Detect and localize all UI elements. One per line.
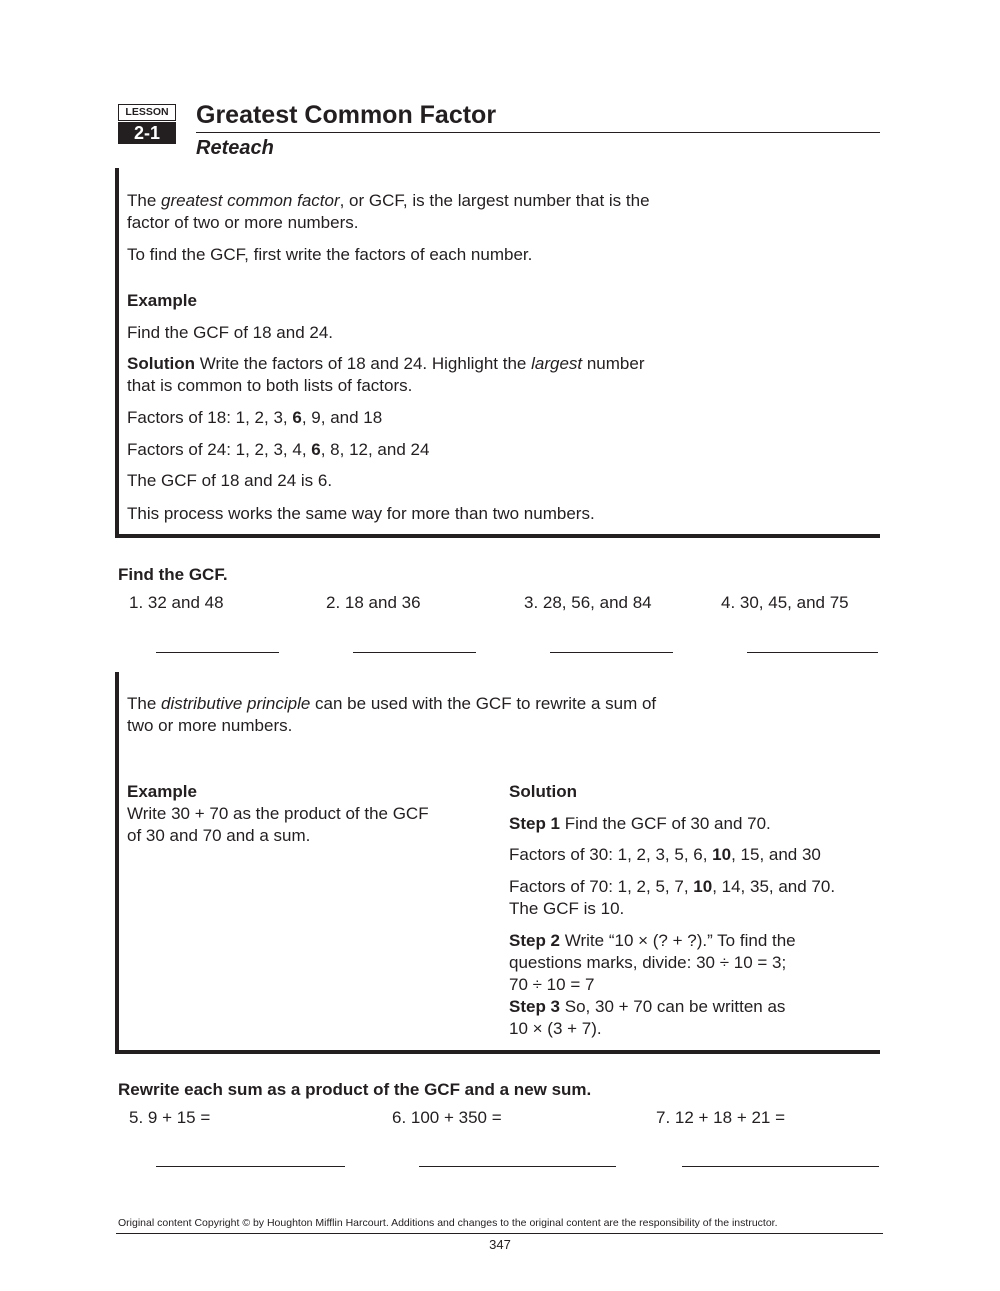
factors-of-24: Factors of 24: 1, 2, 3, 4, 6, 8, 12, and 24	[127, 440, 430, 459]
factors-of-30: Factors of 30: 1, 2, 3, 5, 6, 10, 15, and 30	[509, 845, 821, 864]
example2-line2: of 30 and 70 and a sum.	[127, 826, 311, 845]
problem-3: 3. 28, 56, and 84	[524, 593, 652, 612]
problem-6: 6. 100 + 350 =	[392, 1108, 502, 1127]
lesson-number: 2-1	[118, 122, 176, 144]
answer-blank-6[interactable]	[419, 1166, 616, 1167]
gcf-term: greatest common factor	[161, 191, 340, 210]
distributive-intro-line1: The distributive principle can be used with the GCF to rewrite a sum of	[127, 694, 657, 713]
gcf-result: The GCF of 18 and 24 is 6.	[127, 471, 333, 490]
problem-2: 2. 18 and 36	[326, 593, 421, 612]
step3-line2: 10 × (3 + 7).	[509, 1019, 602, 1038]
copyright-notice: Original content Copyright © by Houghton Mifflin Harcourt. Additions and changes to the original content are the responsibility of the instructor.	[118, 1217, 778, 1229]
page-title: Greatest Common Factor	[196, 101, 497, 129]
step2-line1: Step 2 Write “10 × (? + ?).” To find the	[509, 931, 796, 950]
factors-of-70: Factors of 70: 1, 2, 5, 7, 10, 14, 35, and 70.	[509, 877, 836, 896]
solution-label: Solution	[127, 354, 195, 373]
find-gcf-instruction: To find the GCF, first write the factors of each number.	[127, 245, 533, 264]
gcf-definition-line2: factor of two or more numbers.	[127, 213, 359, 232]
solution-line2: that is common to both lists of factors.	[127, 376, 413, 395]
process-note: This process works the same way for more than two numbers.	[127, 504, 595, 523]
lesson-label: LESSON	[118, 104, 176, 121]
problem-5: 5. 9 + 15 =	[129, 1108, 211, 1127]
example-text: Find the GCF of 18 and 24.	[127, 323, 334, 342]
answer-blank-1[interactable]	[156, 652, 279, 653]
step2-line2: questions marks, divide: 30 ÷ 10 = 3;	[509, 953, 787, 972]
rewrite-sum-heading: Rewrite each sum as a product of the GCF and a new sum.	[118, 1080, 592, 1099]
factors-of-18: Factors of 18: 1, 2, 3, 6, 9, and 18	[127, 408, 383, 427]
example2-heading: Example	[127, 782, 197, 801]
footer-divider	[116, 1233, 883, 1234]
distributive-intro-line2: two or more numbers.	[127, 716, 293, 735]
page-subtitle: Reteach	[196, 137, 274, 159]
find-gcf-heading: Find the GCF.	[118, 565, 228, 584]
answer-blank-5[interactable]	[156, 1166, 345, 1167]
answer-blank-3[interactable]	[550, 652, 673, 653]
problem-7: 7. 12 + 18 + 21 =	[656, 1108, 786, 1127]
answer-blank-4[interactable]	[747, 652, 878, 653]
distributive-term: distributive principle	[161, 694, 311, 713]
step3-line1: Step 3 So, 30 + 70 can be written as	[509, 997, 786, 1016]
example-heading: Example	[127, 291, 197, 310]
step1-line: Step 1 Find the GCF of 30 and 70.	[509, 814, 771, 833]
problem-4: 4. 30, 45, and 75	[721, 593, 849, 612]
solution-line1: Solution Write the factors of 18 and 24. Highlight the largest number	[127, 354, 645, 373]
page-number: 347	[489, 1237, 511, 1252]
solution2-heading: Solution	[509, 782, 577, 801]
title-divider	[196, 132, 880, 133]
lesson-badge	[118, 104, 176, 144]
example2-line1: Write 30 + 70 as the product of the GCF	[127, 804, 429, 823]
gcf-definition-line1: The greatest common factor, or GCF, is the largest number that is the	[127, 191, 650, 210]
answer-blank-2[interactable]	[353, 652, 476, 653]
step2-line3: 70 ÷ 10 = 7	[509, 975, 595, 994]
answer-blank-7[interactable]	[682, 1166, 879, 1167]
gcf-is-10: The GCF is 10.	[509, 899, 625, 918]
problem-1: 1. 32 and 48	[129, 593, 224, 612]
